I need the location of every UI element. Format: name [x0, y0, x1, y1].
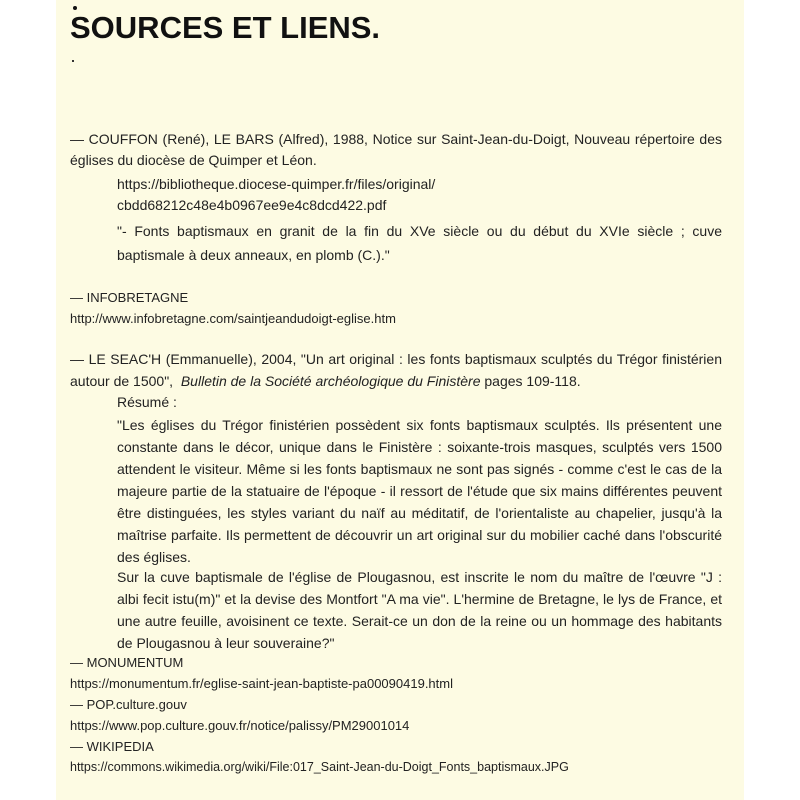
- monumentum-label: — MONUMENTUM: [70, 655, 184, 670]
- leseach-pages: pages 109-118.: [484, 373, 581, 389]
- couffon-quote: "- Fonts baptismaux en granit de la fin du XVe siècle ou du début du XVIe siècle ; cuve baptismale à deux anneaux, en plomb (C.).": [117, 223, 722, 263]
- leseach-journal: Bulletin de la Société archéologique du Finistère: [180, 373, 481, 389]
- pop-url[interactable]: https://www.pop.culture.gouv.fr/notice/palissy/PM29001014: [70, 718, 410, 733]
- leseach-resume-paragraph1: "Les églises du Trégor finistérien possèdent six fonts baptismaux sculptés. Ils présentent une constante dans le décor, unique dans le Finistère : soixante-trois masques, sculptés vers 1500 attendent le visiteur. Même si les fonts baptismaux ne sont pas signés - comme c'est le cas de la majeure partie de la statuaire de l'époque - il ressort de l'étude que six mains différentes peuvent être distinguées, les styles variant du naïf au méditatif, de l'orientaliste au chapelier, jusqu'à la maîtrise parfaite. Ils permettent de découvrir un art original sur du mobilier caché dans l'obscurité des églises.: [117, 417, 722, 565]
- infobretagne-label: — INFOBRETAGNE: [70, 290, 189, 305]
- monumentum-url[interactable]: https://monumentum.fr/eglise-saint-jean-baptiste-pa00090419.html: [70, 676, 453, 691]
- wikipedia-label: — WIKIPEDIA: [70, 739, 154, 754]
- infobretagne-url[interactable]: http://www.infobretagne.com/saintjeandudoigt-eglise.htm: [70, 311, 396, 326]
- decorative-dot-small: [72, 60, 74, 62]
- couffon-reference: — COUFFON (René), LE BARS (Alfred), 1988, Notice sur Saint-Jean-du-Doigt, Nouveau répertoire des églises du diocèse de Quimper et Léon.: [70, 131, 722, 168]
- pop-label: — POP.culture.gouv: [70, 697, 187, 712]
- leseach-ref-start: — LE SEAC'H (Emmanuelle), 2004, "Un art original : les fonts baptismaux sculptés du Trégor finistérien autour de 1500",: [70, 351, 722, 389]
- leseach-resume-label: Résumé :: [117, 394, 177, 410]
- page-title: SOURCES ET LIENS.: [70, 10, 381, 45]
- couffon-url-line1[interactable]: https://bibliotheque.diocese-quimper.fr/files/original/: [117, 176, 436, 192]
- wikipedia-url[interactable]: https://commons.wikimedia.org/wiki/File:017_Saint-Jean-du-Doigt_Fonts_baptismaux.JPG: [70, 760, 569, 774]
- leseach-reference: [70, 348, 722, 392]
- couffon-url-line2[interactable]: cbdd68212c48e4b0967ee9e4c8dcd422.pdf: [117, 197, 387, 213]
- leseach-resume-paragraph2: Sur la cuve baptismale de l'église de Plougasnou, est inscrite le nom du maître de l'œuvre "J : albi fecit istu(m)" et la devise des Montfort "A ma vie". L'hermine de Bretagne, le lys de France, et une autre feuille, avoisinent ce texte. Serait-ce un don de la reine ou un hommage des habitants de Plougasnou à leur souveraine?": [117, 569, 722, 651]
